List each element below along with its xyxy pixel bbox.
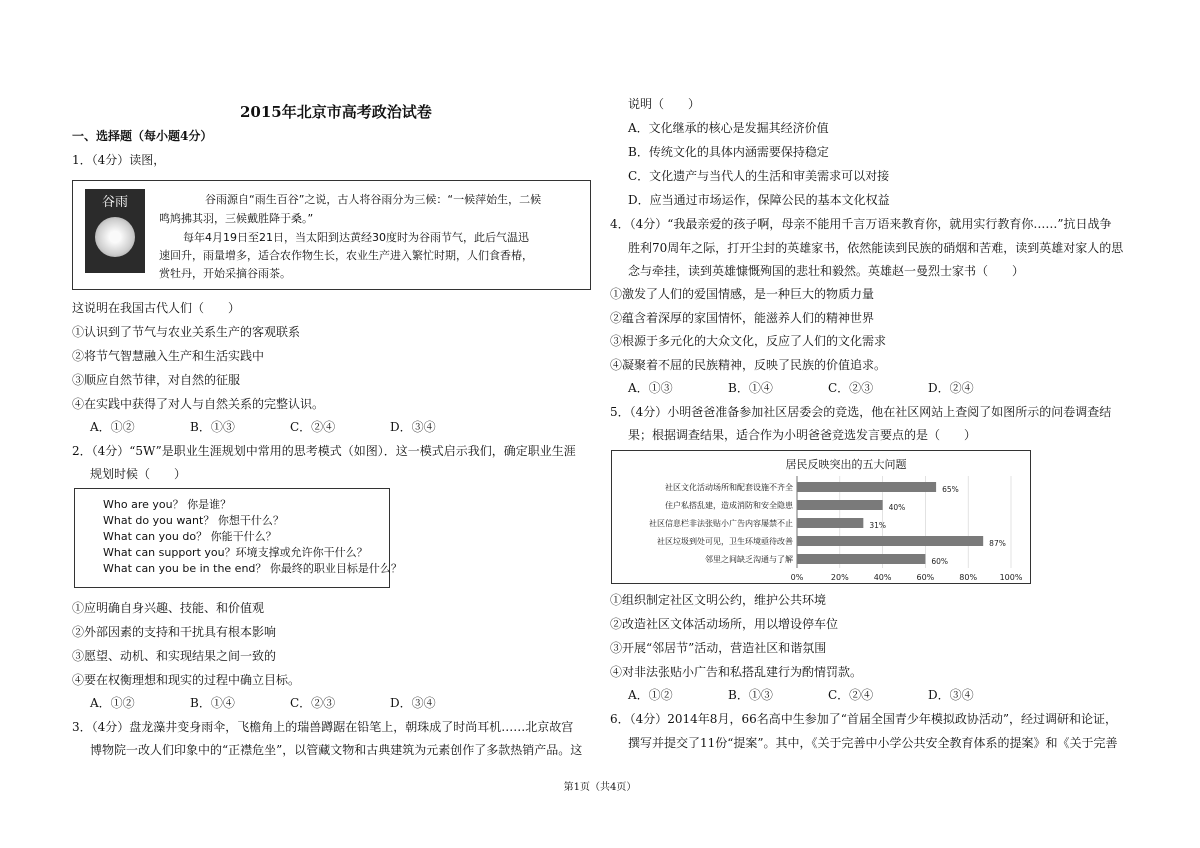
- q1-figure-line: 赏牡丹，开始采摘谷雨茶。: [159, 267, 291, 280]
- guyu-image-caption: 谷雨: [101, 195, 128, 210]
- flower-image: [95, 217, 135, 257]
- x-tick-label: 80%: [959, 573, 978, 582]
- q4-line: 4．（4分）“我最亲爱的孩子啊，母亲不能用千言万语来教育你，就用实行教育你……”抗日战争: [610, 217, 1112, 231]
- q4-line: 胜利70周年之际，打开尘封的英雄家书，依然能读到民族的硝烟和苦难，读到英雄对家人的思: [628, 241, 1124, 255]
- q1-figure-line: 鸣鸠拂其羽，三候戴胜降于桑。”: [159, 212, 314, 225]
- q3-line: 3．（4分）盘龙藻井变身雨伞，飞檐角上的瑞兽蹲踞在铅笔上，朝珠成了时尚耳机……北京故宫: [72, 720, 574, 734]
- q2-figure-line: Who are you？ 你是谁？: [103, 498, 232, 511]
- q1-options: [90, 419, 490, 435]
- q5-line: 果；根据调查结果，适合作为小明爸爸竞选发言要点的是（ ）: [628, 428, 977, 442]
- q4-item: ②蕴含着深厚的家国情怀，能滋养人们的精神世界: [610, 311, 875, 325]
- q6-line: 撰写并提交了11份“提案”。其中，《关于完善中小学公共安全教育体系的提案》和《关于完善: [628, 736, 1118, 750]
- q3-line: 说明（ ）: [628, 97, 701, 111]
- x-tick-label: 0%: [790, 573, 804, 582]
- q6-line: 6．（4分）2014年8月，66名高中生参加了“首届全国青少年模拟政协活动”，经过调研和论证，: [610, 712, 1117, 726]
- q1-item: ③顺应自然节律，对自然的征服: [72, 373, 241, 387]
- option-a[interactable]: A．①②: [628, 688, 673, 702]
- option-b[interactable]: B．①④: [728, 381, 773, 395]
- x-tick-label: 40%: [873, 573, 892, 582]
- value-label: 60%: [931, 557, 949, 566]
- q5-options: [628, 687, 1028, 703]
- q2-item: ②外部因素的支持和干扰具有根本影响: [72, 625, 277, 639]
- option-c[interactable]: C．②③: [828, 381, 874, 395]
- option-d[interactable]: D．③④: [928, 688, 974, 702]
- value-label: 65%: [942, 485, 959, 494]
- section-heading: 一、选择题（每小题4分）: [72, 129, 213, 143]
- q5-item: ③开展“邻居节”活动，营造社区和谐氛围: [610, 641, 827, 655]
- page-title: 2015年北京市高考政治试卷: [240, 103, 432, 121]
- q4-line: 念与牵挂，读到英雄慷慨殉国的悲壮和毅然。英雄赵一曼烈士家书（ ）: [628, 264, 1025, 278]
- category-label: 邻里之间缺乏沟通与了解: [705, 555, 793, 564]
- q4-item: ③根源于多元化的大众文化，反应了人们的文化需求: [610, 334, 887, 348]
- category-label: 社区文化活动场所和配套设施不齐全: [665, 483, 793, 492]
- q4-item: ①激发了人们的爱国情感，是一种巨大的物质力量: [610, 287, 875, 301]
- option-c[interactable]: C．②④: [290, 420, 336, 434]
- bar-chart: [611, 450, 1031, 584]
- q1-item: ①认识到了节气与农业关系生产的客观联系: [72, 325, 301, 339]
- option-d[interactable]: D．③④: [390, 696, 436, 710]
- q2-figure-line: What can you do？ 你能干什么？: [103, 530, 277, 543]
- q3-line: 博物院一改人们印象中的“正襟危坐”，以管藏文物和古典建筑为元素创作了多款热销产品。这: [90, 743, 583, 757]
- q2-stem: 规划时候（ ）: [90, 467, 187, 481]
- q2-item: ③愿望、动机、和实现结果之间一致的: [72, 649, 277, 663]
- q1-item: ②将节气智慧融入生产和生活实践中: [72, 349, 265, 363]
- x-tick-label: 60%: [916, 573, 935, 582]
- q1-stem: 1．（4分）读图，: [72, 153, 166, 167]
- q2-options: [90, 695, 490, 711]
- q1-figure-line: 谷雨源自“雨生百谷”之说，古人将谷雨分为三候：“一候萍始生，二候: [205, 193, 542, 206]
- q2-figure-line: What can you be in the end？ 你最终的职业目标是什么？: [103, 562, 402, 575]
- option-b[interactable]: B．①③: [190, 420, 235, 434]
- q2-item: ④要在权衡理想和现实的过程中确立目标。: [72, 673, 301, 687]
- bar: [797, 554, 925, 564]
- q1-figure-line: 速回升，雨量增多，适合农作物生长，农业生产进入繁忙时期，人们食香椿，: [159, 249, 533, 262]
- q2-item: ①应明确自身兴趣、技能、和价值观: [72, 601, 265, 615]
- x-tick-label: 100%: [999, 573, 1023, 582]
- value-label: 40%: [888, 503, 906, 512]
- q1-figure-line: 每年4月19日至21日，当太阳到达黄经30度时为谷雨节气，此后气温迅: [183, 231, 529, 244]
- option-b[interactable]: B．①③: [728, 688, 773, 702]
- q2-stem: 2．（4分）“5W”是职业生涯规划中常用的思考模式（如图）．这一模式启示我们，确定职业生涯: [72, 444, 576, 458]
- chart-title: 居民反映突出的五大问题: [785, 458, 907, 471]
- q3-option[interactable]: D．应当通过市场运作，保障公民的基本文化权益: [628, 193, 890, 207]
- value-label: 87%: [989, 539, 1006, 548]
- q3-option[interactable]: A．文化继承的核心是发掘其经济价值: [628, 121, 829, 135]
- option-a[interactable]: A．①③: [628, 381, 673, 395]
- category-label: 社区垃圾到处可见，卫生环境亟待改善: [657, 537, 793, 546]
- option-d[interactable]: D．②④: [928, 381, 974, 395]
- q2-figure-line: What can support you？环境支撑或允许你干什么？: [103, 546, 368, 559]
- guyu-image: [85, 189, 145, 273]
- bar: [797, 500, 883, 510]
- page-footer: 第1页（共4页）: [563, 782, 637, 793]
- option-a[interactable]: A．①②: [90, 420, 135, 434]
- option-c[interactable]: C．②③: [290, 696, 336, 710]
- q2-figure-line: What do you want？ 你想干什么？: [103, 514, 284, 527]
- bar: [797, 518, 863, 528]
- option-d[interactable]: D．③④: [390, 420, 436, 434]
- q1-item: ④在实践中获得了对人与自然关系的完整认识。: [72, 397, 325, 411]
- bar: [797, 482, 936, 492]
- q2-figure: [74, 488, 402, 588]
- q5-line: 5．（4分）小明爸爸准备参加社区居委会的竞选，他在社区网站上查阅了如图所示的问卷调查结: [610, 405, 1112, 419]
- q4-options: [628, 380, 1028, 396]
- q3-option[interactable]: B．传统文化的具体内涵需要保持稳定: [628, 145, 829, 159]
- q1-lead: 这说明在我国古代人们（ ）: [72, 301, 241, 315]
- option-c[interactable]: C．②④: [828, 688, 874, 702]
- q4-item: ④凝聚着不屈的民族精神，反映了民族的价值追求。: [610, 358, 887, 372]
- q5-item: ④对非法张贴小广告和私搭乱建行为酌情罚款。: [610, 665, 863, 679]
- option-a[interactable]: A．①②: [90, 696, 135, 710]
- q5-item: ①组织制定社区文明公约，维护公共环境: [610, 593, 827, 607]
- q1-figure: [72, 180, 591, 290]
- category-label: 住户私搭乱建，造成消防和安全隐患: [665, 501, 793, 510]
- bar: [797, 536, 983, 546]
- option-b[interactable]: B．①④: [190, 696, 235, 710]
- value-label: 31%: [869, 521, 887, 530]
- q5-item: ②改造社区文体活动场所，用以增设停车位: [610, 617, 839, 631]
- category-label: 社区信息栏非法张贴小广告内容屡禁不止: [649, 519, 793, 528]
- x-tick-label: 20%: [830, 573, 849, 582]
- q3-option[interactable]: C．文化遗产与当代人的生活和审美需求可以对接: [628, 169, 890, 183]
